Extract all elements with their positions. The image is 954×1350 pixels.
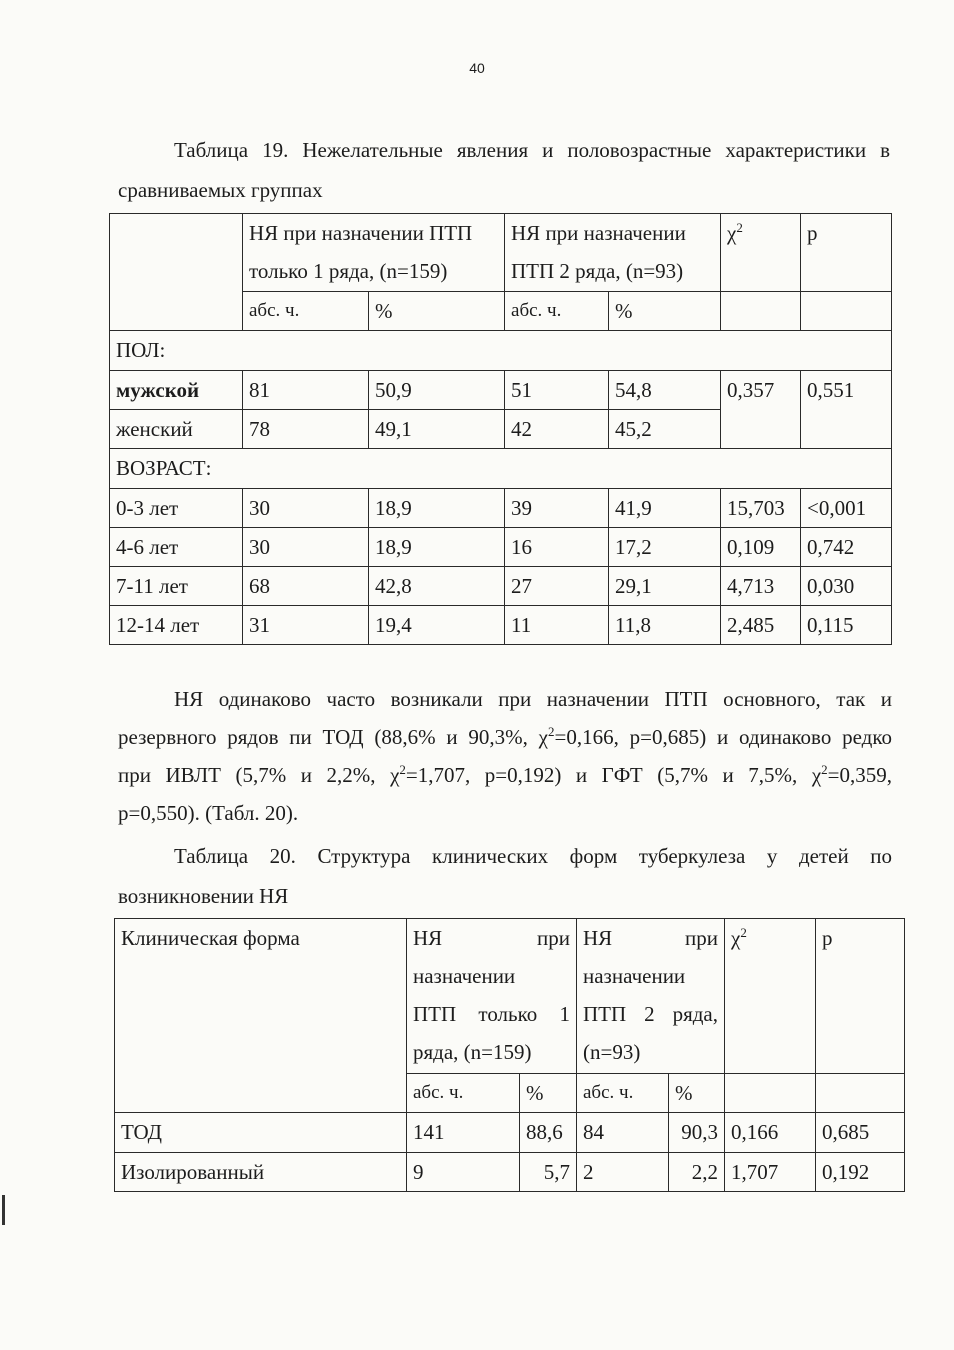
- table19-cell: 78: [243, 410, 369, 449]
- table19-cell: 51: [505, 371, 609, 410]
- body-paragraph: [118, 680, 892, 832]
- table19-row-label: 4-6 лет: [110, 528, 243, 567]
- table19-cell: 27: [505, 567, 609, 606]
- table20-header-empty-p: [816, 1074, 905, 1113]
- table19-cell: 16: [505, 528, 609, 567]
- table20-cell: 84: [577, 1113, 669, 1153]
- paragraph-line: резервного рядов пи ТОД (88,6% и 90,3%, $\chi^2=0,166$, р=0,685) и одинаково редко: [118, 724, 892, 749]
- table19-header-group1: НЯ при назначении ПТП только 1 ряда, (n=159): [243, 214, 505, 292]
- table19-cell: 42,8: [369, 567, 505, 606]
- table19-cell: 17,2: [609, 528, 721, 567]
- table19-section-age: ВОЗРАСТ:: [110, 449, 892, 489]
- table20-header-empty-chi: [725, 1074, 816, 1113]
- table19-header-abs2: абс. ч.: [505, 292, 609, 331]
- table19-cell: 19,4: [369, 606, 505, 645]
- table19-cell: 81: [243, 371, 369, 410]
- table20-cell: 0,166: [725, 1113, 816, 1153]
- table20-header-group2: НЯ при назначении ПТП 2 ряда, (n=93): [577, 919, 725, 1074]
- table19-cell: 50,9: [369, 371, 505, 410]
- table20-cell: 9: [407, 1153, 520, 1192]
- table19-header-group2: НЯ при назначении ПТП 2 ряда, (n=93): [505, 214, 721, 292]
- table20-caption: [118, 836, 892, 916]
- table19: [109, 213, 892, 645]
- table19-sex-p: 0,551: [801, 371, 892, 449]
- table19-cell: 42: [505, 410, 609, 449]
- table20-cell: 0,685: [816, 1113, 905, 1153]
- table19-header-empty-chi: [721, 292, 801, 331]
- table19-section-sex: ПОЛ:: [110, 331, 892, 371]
- table19-cell: 30: [243, 489, 369, 528]
- table19-cell: 29,1: [609, 567, 721, 606]
- table20-cell: 90,3: [669, 1113, 725, 1153]
- table19-header-abs1: абс. ч.: [243, 292, 369, 331]
- table19-cell: 18,9: [369, 489, 505, 528]
- table19-cell: 31: [243, 606, 369, 645]
- table19-caption: [118, 130, 890, 210]
- table19-cell: 15,703: [721, 489, 801, 528]
- table20-caption-line1: Таблица 20. Структура клинических форм туберкулеза у детей по: [174, 844, 892, 868]
- table20-cell: 0,192: [816, 1153, 905, 1192]
- table20-header-pct1: %: [520, 1074, 577, 1113]
- table19-cell: 11,8: [609, 606, 721, 645]
- table20: [114, 918, 905, 1192]
- paragraph-line: р=0,550). (Табл. 20).: [118, 801, 299, 825]
- table19-corner-cell: [110, 214, 243, 331]
- table20-caption-line2: возникновении НЯ: [118, 884, 289, 908]
- table20-cell: 2: [577, 1153, 669, 1192]
- table19-cell: 30: [243, 528, 369, 567]
- table19-cell: 45,2: [609, 410, 721, 449]
- table20-header-group1: НЯ при назначении ПТП только 1 ряда, (n=159): [407, 919, 577, 1074]
- table19-cell: 0,742: [801, 528, 892, 567]
- table19-cell: 0,030: [801, 567, 892, 606]
- table19-cell: 2,485: [721, 606, 801, 645]
- table19-cell: 41,9: [609, 489, 721, 528]
- table19-row-label: мужской: [110, 371, 243, 410]
- table20-cell: 5,7: [520, 1153, 577, 1192]
- table19-caption-line2: сравниваемых группах: [118, 178, 323, 202]
- table19-cell: 0,109: [721, 528, 801, 567]
- page-number: 40: [469, 60, 485, 76]
- table20-cell: 1,707: [725, 1153, 816, 1192]
- table19-sex-chi: 0,357: [721, 371, 801, 449]
- table19-row-label: 0-3 лет: [110, 489, 243, 528]
- paragraph-line: при ИВЛТ (5,7% и 2,2%, $\chi^2=1,707$, р=0,192) и ГФТ (5,7% и 7,5%, $\chi^2=0,359$,: [118, 762, 892, 787]
- table19-cell: 39: [505, 489, 609, 528]
- table19-caption-line1: Таблица 19. Нежелательные явления и половозрастные характеристики в: [174, 138, 890, 162]
- table19-row-label: 7-11 лет: [110, 567, 243, 606]
- table19-cell: 0,115: [801, 606, 892, 645]
- table20-row-label: ТОД: [115, 1113, 407, 1153]
- table20-cell: 2,2: [669, 1153, 725, 1192]
- table19-cell: <0,001: [801, 489, 892, 528]
- table19-header-p: р: [801, 214, 892, 292]
- table19-row-label: женский: [110, 410, 243, 449]
- table19-header-empty-p: [801, 292, 892, 331]
- table20-cell: 88,6: [520, 1113, 577, 1153]
- paragraph-line: НЯ одинаково часто возникали при назначении ПТП основного, так и: [174, 687, 892, 711]
- table19-header-pct2: %: [609, 292, 721, 331]
- table20-header-form: Клиническая форма: [115, 919, 407, 1113]
- table19-cell: 11: [505, 606, 609, 645]
- table20-header-p: р: [816, 919, 905, 1074]
- table20-header-abs1: абс. ч.: [407, 1074, 520, 1113]
- table19-cell: 68: [243, 567, 369, 606]
- table20-header-pct2: %: [669, 1074, 725, 1113]
- table20-cell: 141: [407, 1113, 520, 1153]
- table20-header-abs2: абс. ч.: [577, 1074, 669, 1113]
- table20-row-label: Изолированный: [115, 1153, 407, 1192]
- table19-header-chi: $\chi^2$: [721, 214, 801, 292]
- table19-cell: 4,713: [721, 567, 801, 606]
- table20-header-chi: $\chi^2$: [725, 919, 816, 1074]
- table19-cell: 54,8: [609, 371, 721, 410]
- table19-cell: 49,1: [369, 410, 505, 449]
- scan-edge-mark: [2, 1195, 5, 1225]
- table19-row-label: 12-14 лет: [110, 606, 243, 645]
- table19-cell: 18,9: [369, 528, 505, 567]
- table19-header-pct1: %: [369, 292, 505, 331]
